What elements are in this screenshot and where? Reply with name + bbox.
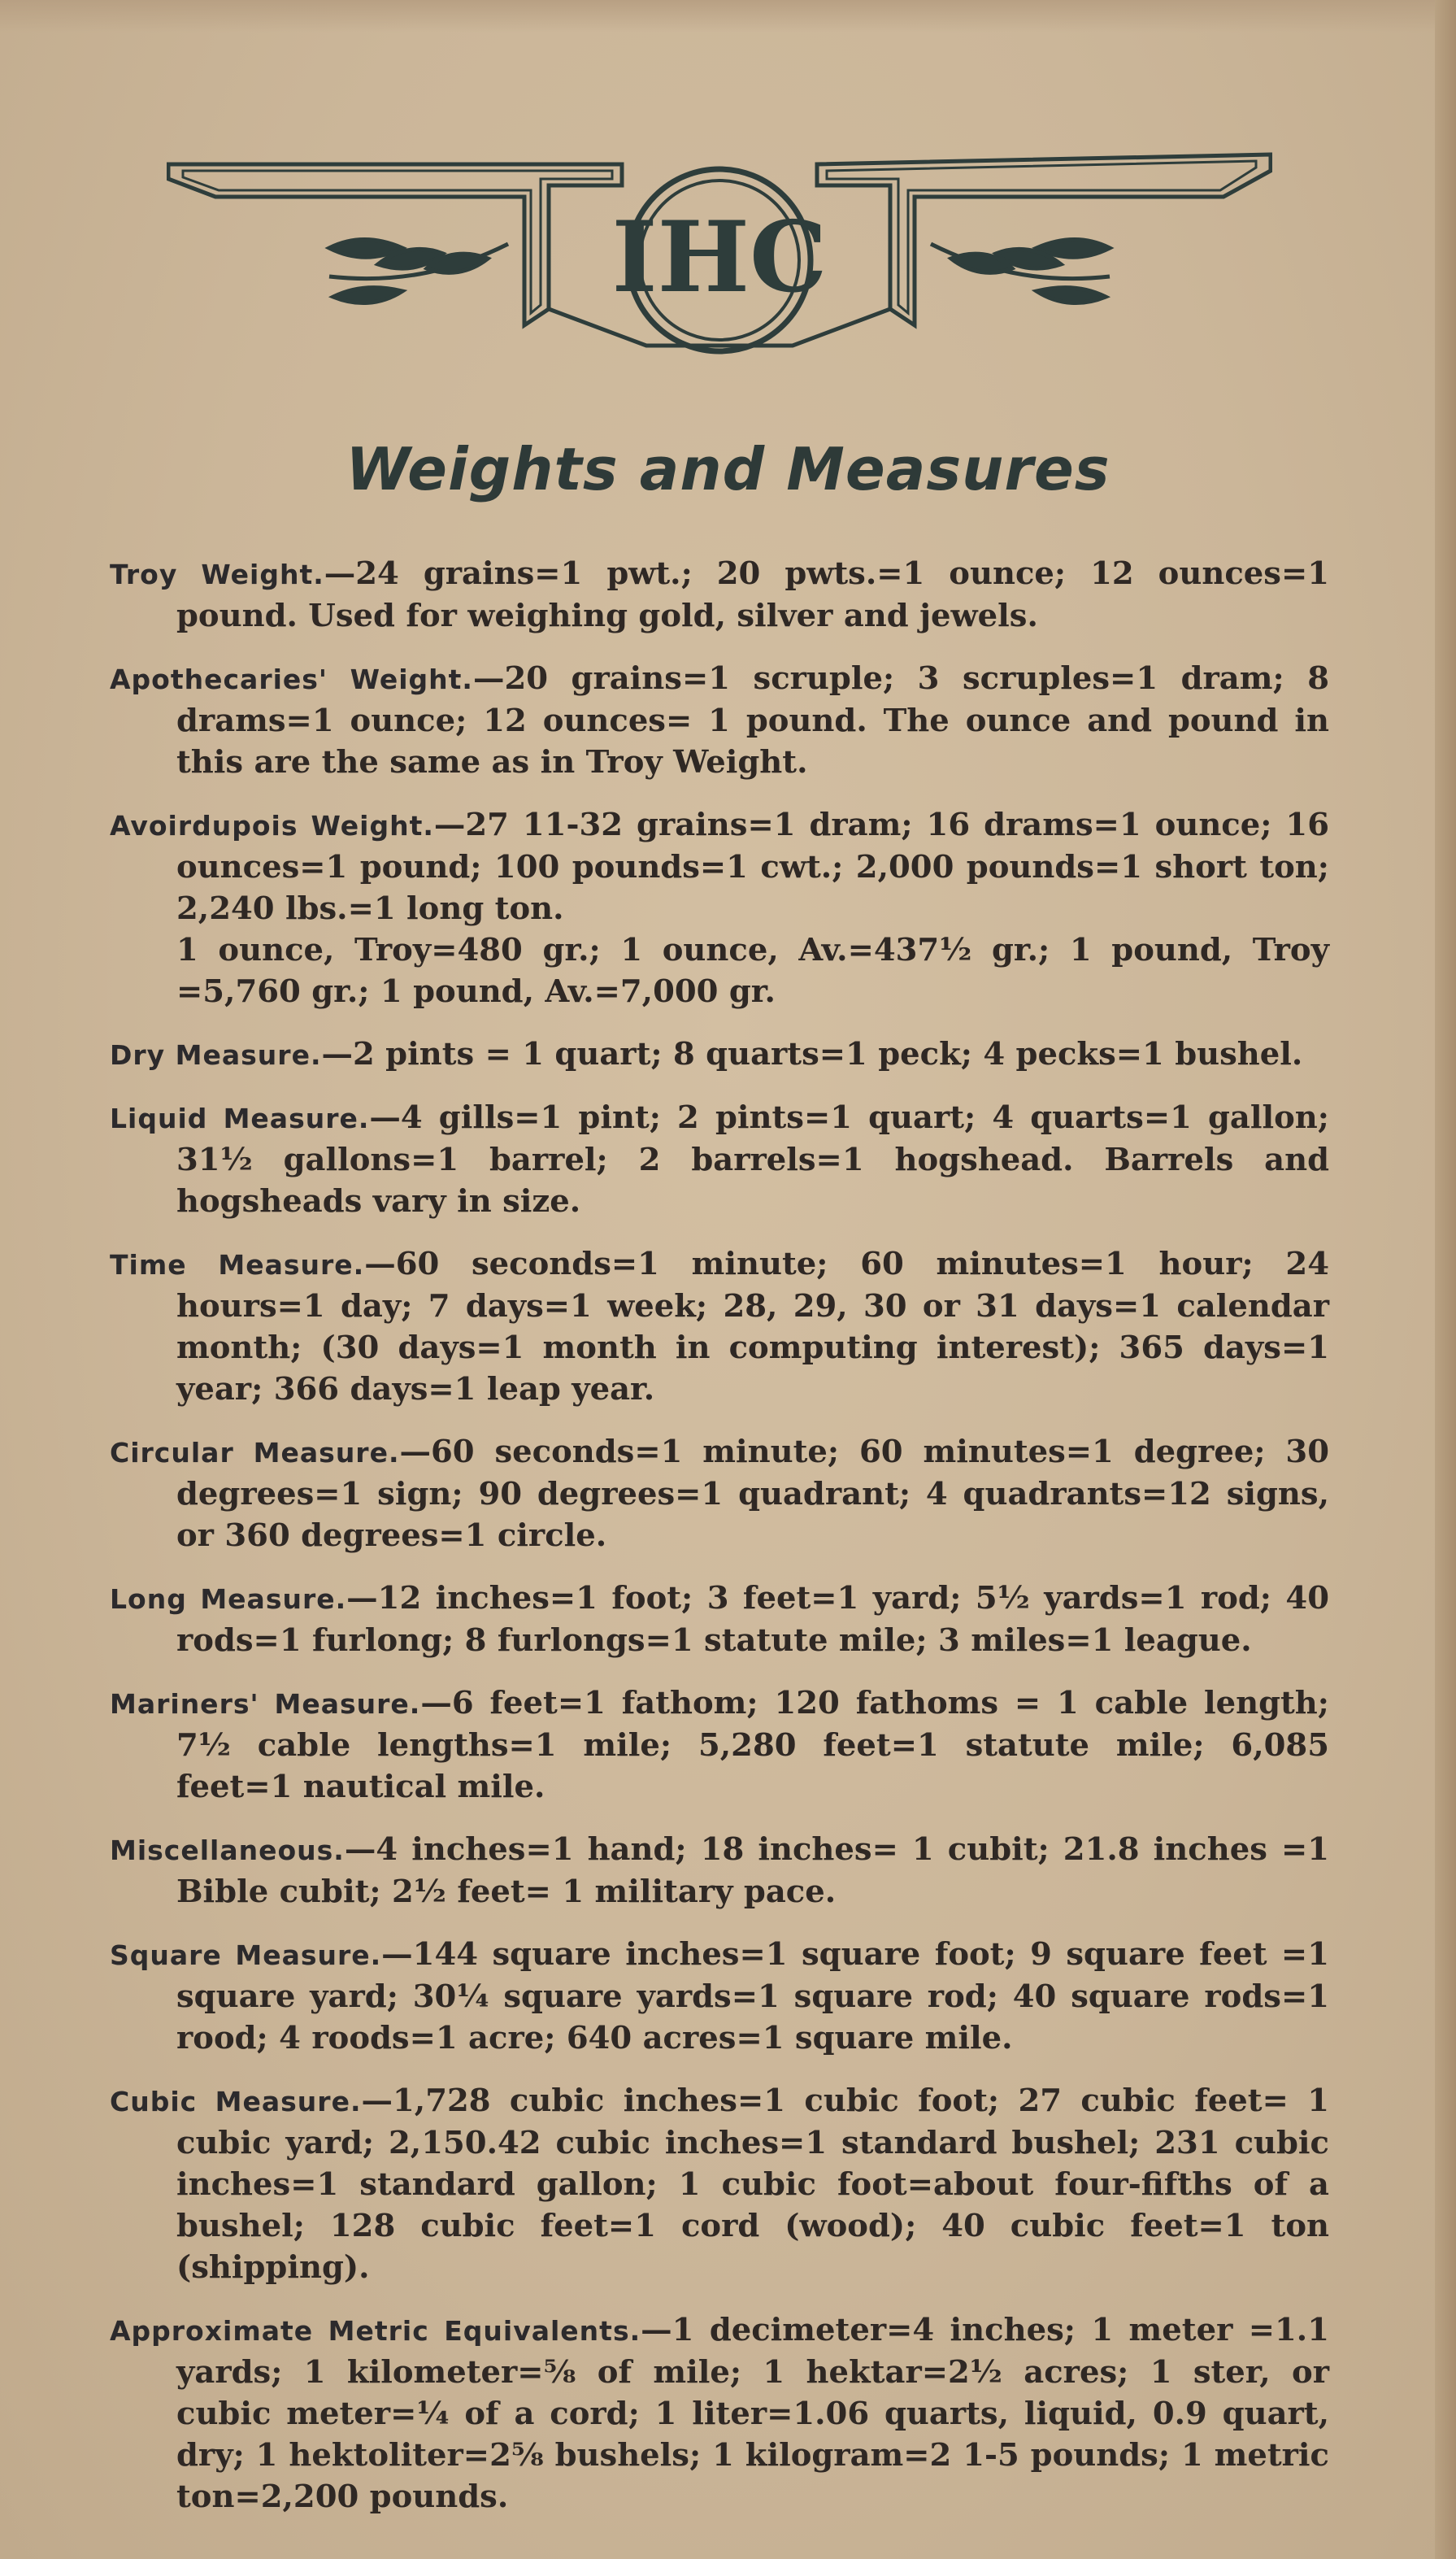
page-top-shadow	[0, 0, 1456, 33]
ihc-emblem-icon	[167, 146, 1272, 366]
entry-mariners-measure	[110, 1682, 1329, 1808]
entry-avoirdupois-weight	[110, 804, 1329, 1012]
entry-text: —24 grains=1 pwt.; 20 pwts.=1 ounce; 12 ounces=1 pound. Used for weighing gold, silver and jewels.	[176, 555, 1329, 634]
entry-text-secondary: 1 ounce, Troy=480 gr.; 1 ounce, Av.=437½ gr.; 1 pound, Troy =5,760 gr.; 1 pound, Av.=7,000 gr.	[176, 932, 1329, 1010]
ihc-monogram: IHC	[611, 200, 828, 315]
entry-text: —144 square inches=1 square foot; 9 square feet =1 square yard; 30¼ square yards=1 square rod; 40 square rods=1 rood; 4 roods=1 acre; 640 acres=1 square mile.	[176, 1936, 1329, 2056]
entry-dry-measure	[110, 1034, 1329, 1076]
entry-text: —4 gills=1 pint; 2 pints=1 quart; 4 quarts=1 gallon; 31½ gallons=1 barrel; 2 barrels=1 hogshead. Barrels and hogsheads vary in size.	[176, 1099, 1329, 1220]
entry-term: Apothecaries' Weight.	[110, 664, 473, 695]
entry-term: Approximate Metric Equivalents.	[110, 2315, 641, 2347]
entry-term: Long Measure.	[110, 1583, 347, 1615]
page-right-edge	[1435, 0, 1456, 2559]
entry-term: Miscellaneous.	[110, 1834, 345, 1866]
entry-cubic-measure	[110, 2080, 1329, 2288]
entry-term: Liquid Measure.	[110, 1103, 370, 1134]
entry-long-measure	[110, 1578, 1329, 1661]
entry-text: —1 decimeter=4 inches; 1 meter =1.1 yards; 1 kilometer=⅝ of mile; 1 hektar=2½ acres; 1 ster, or cubic meter=¼ of a cord; 1 liter=1.06 quarts, liquid, 0.9 quart, dry; 1 hektoliter=2⅝ bushels; 1 kilogram=2 1-5 pounds; 1 metric ton=2,200 pounds.	[176, 2312, 1329, 2515]
entry-text: —1,728 cubic inches=1 cubic foot; 27 cubic feet= 1 cubic yard; 2,150.42 cubic inches=1 standard bushel; 231 cubic inches=1 standard gallon; 1 cubic foot=about four-fifths of a bushel; 128 cubic feet=1 cord (wood); 40 cubic feet=1 ton (shipping).	[176, 2082, 1329, 2286]
entry-text: —20 grains=1 scruple; 3 scruples=1 dram; 8 drams=1 ounce; 12 ounces= 1 pound. The ounce and pound in this are the same as in Troy Weight.	[176, 660, 1329, 781]
entry-approximate-metric-equivalents	[110, 2309, 1329, 2518]
entry-square-measure	[110, 1934, 1329, 2059]
page-title: Weights and Measures	[346, 435, 1110, 503]
entry-apothecaries-weight	[110, 658, 1329, 783]
entry-liquid-measure	[110, 1097, 1329, 1222]
entry-time-measure	[110, 1243, 1329, 1410]
entry-miscellaneous	[110, 1829, 1329, 1913]
entry-text: —60 seconds=1 minute; 60 minutes=1 hour; 24 hours=1 day; 7 days=1 week; 28, 29, 30 or 31 days=1 calendar month; (30 days=1 month in computing interest); 365 days=1 year; 366 days=1 leap year.	[176, 1246, 1329, 1408]
entry-term: Circular Measure.	[110, 1437, 400, 1469]
entries-list	[110, 553, 1329, 2539]
entry-circular-measure	[110, 1431, 1329, 1556]
entry-text: —12 inches=1 foot; 3 feet=1 yard; 5½ yards=1 rod; 40 rods=1 furlong; 8 furlongs=1 statute mile; 3 miles=1 league.	[176, 1580, 1330, 1659]
entry-text: —27 11-32 grains=1 dram; 16 drams=1 ounce; 16 ounces=1 pound; 100 pounds=1 cwt.; 2,000 pounds=1 short ton; 2,240 lbs.=1 long ton.	[176, 807, 1329, 927]
entry-text: —4 inches=1 hand; 18 inches= 1 cubit; 21.8 inches =1 Bible cubit; 2½ feet= 1 military pace.	[176, 1831, 1329, 1910]
entry-text: —2 pints = 1 quart; 8 quarts=1 peck; 4 pecks=1 bushel.	[321, 1036, 1303, 1073]
entry-troy-weight	[110, 553, 1329, 637]
entry-term: Avoirdupois Weight.	[110, 810, 434, 842]
entry-term: Mariners' Measure.	[110, 1688, 421, 1720]
entry-term: Square Measure.	[110, 1939, 382, 1971]
entry-term: Dry Measure.	[110, 1039, 322, 1071]
entry-term: Troy Weight.	[110, 559, 324, 590]
entry-text: —60 seconds=1 minute; 60 minutes=1 degree; 30 degrees=1 sign; 90 degrees=1 quadrant; 4 quadrants=12 signs, or 360 degrees=1 circle.	[176, 1434, 1329, 1554]
entry-term: Time Measure.	[110, 1249, 365, 1281]
entry-text: —6 feet=1 fathom; 120 fathoms = 1 cable length; 7½ cable lengths=1 mile; 5,280 feet=1 statute mile; 6,085 feet=1 nautical mile.	[176, 1685, 1329, 1805]
entry-term: Cubic Measure.	[110, 2086, 362, 2117]
